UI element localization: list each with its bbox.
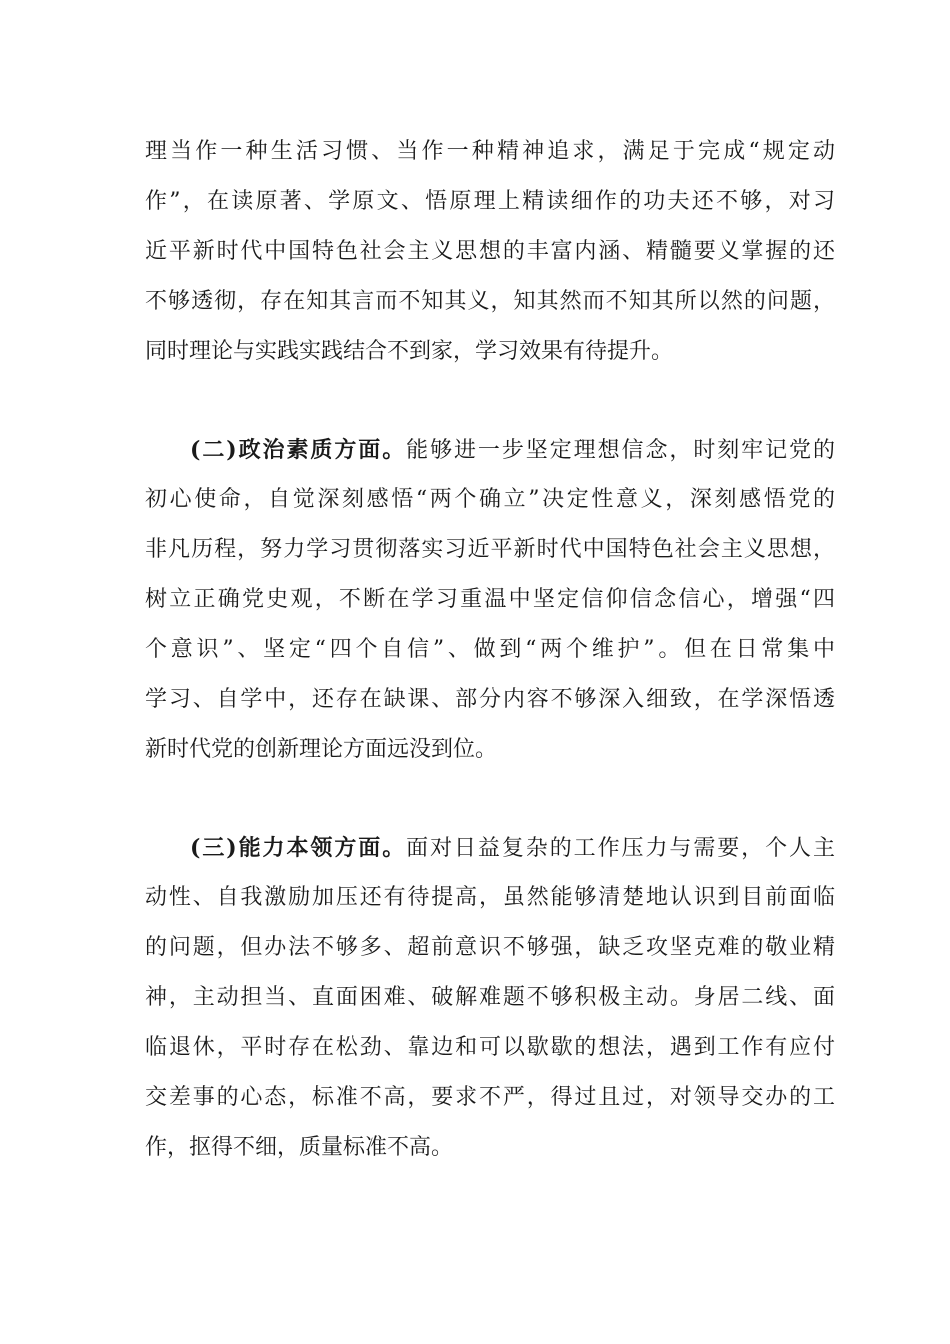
paragraph-2-first-line-text: 能够进一步坚定理想信念，时刻牢记党的: [406, 438, 835, 463]
paragraph-3-line-3: 的问题，但办法不够多、超前意识不够强，缺乏攻坚克难的敬业精: [145, 935, 835, 960]
paragraph-2-line-3: 非凡历程，努力学习贯彻落实习近平新时代中国特色社会主义思想，: [145, 537, 835, 562]
paragraph-2-line-5: 个意识”、坚定“四个自信”、做到“两个维护”。但在日常集中: [145, 637, 835, 662]
paragraph-3-line-5: 临退休，平时存在松劲、靠边和可以歇歇的想法，遇到工作有应付: [145, 1035, 835, 1060]
paragraph-2-line-4: 树立正确党史观，不断在学习重温中坚定信仰信念信心，增强“四: [145, 587, 835, 612]
paragraph-2-line-7: 新时代党的创新理论方面远没到位。: [145, 737, 498, 762]
paragraph-3-line-6: 交差事的心态，标准不高，要求不严，得过且过，对领导交办的工: [145, 1085, 835, 1110]
paragraph-1-line-2: 作”，在读原著、学原文、悟原理上精读细作的功夫还不够，对习: [145, 189, 835, 214]
paragraph-3-line-4: 神，主动担当、直面困难、破解难题不够积极主动。身居二线、面: [145, 985, 835, 1010]
paragraph-2-line-2: 初心使命，自觉深刻感悟“两个确立”决定性意义，深刻感悟党的: [145, 487, 835, 512]
paragraph-3-line-7: 作，抠得不细，质量标准不高。: [145, 1135, 454, 1160]
paragraph-2-heading: (二)政治素质方面。: [190, 437, 407, 463]
paragraph-1-line-1: 理当作一种生活习惯、当作一种精神追求，满足于完成“规定动: [145, 139, 835, 164]
paragraph-3-line-1: [190, 828, 835, 868]
paragraph-3-line-2: 动性、自我激励加压还有待提高，虽然能够清楚地认识到目前面临: [145, 885, 835, 910]
paragraph-3-first-line-text: 面对日益复杂的工作压力与需要，个人主: [406, 836, 835, 861]
paragraph-2-line-1: [190, 430, 835, 470]
paragraph-1-line-5: 同时理论与实践实践结合不到家，学习效果有待提升。: [145, 339, 674, 364]
paragraph-1-line-3: 近平新时代中国特色社会主义思想的丰富内涵、精髓要义掌握的还: [145, 239, 835, 264]
paragraph-2-line-6: 学习、自学中，还存在缺课、部分内容不够深入细致，在学深悟透: [145, 687, 835, 712]
paragraph-1-line-4: 不够透彻，存在知其言而不知其义，知其然而不知其所以然的问题，: [145, 289, 835, 314]
paragraph-3-heading: (三)能力本领方面。: [190, 835, 407, 861]
